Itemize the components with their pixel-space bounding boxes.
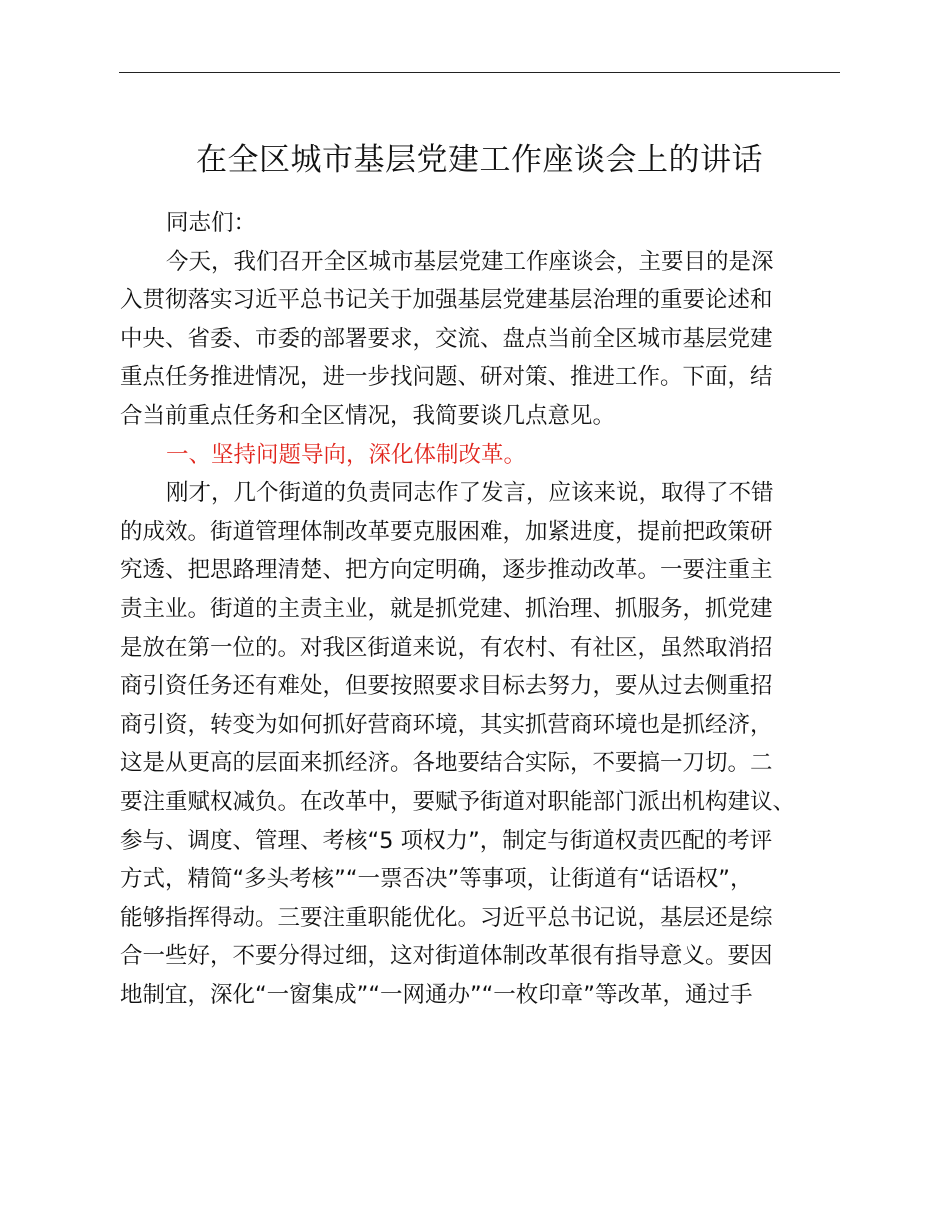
salutation: 同志们：: [166, 210, 257, 236]
section-heading: 一、坚持问题导向，深化体制改革。: [166, 441, 527, 468]
document-title: 在全区城市基层党建工作座谈会上的讲话: [196, 142, 763, 178]
body-line: 的成效。街道管理体制改革要克服困难，加紧进度，提前把政策研: [120, 518, 773, 545]
body-line: 中央、省委、市委的部署要求，交流、盘点当前全区城市基层党建: [120, 325, 773, 352]
body-line: 入贯彻落实习近平总书记关于加强基层党建基层治理的重要论述和: [120, 287, 773, 314]
body-line: 责主业。街道的主责主业，就是抓党建、抓治理、抓服务，抓党建: [120, 595, 773, 622]
body-line: 商引资，转变为如何抓好营商环境，其实抓营商环境也是抓经济，: [120, 711, 773, 738]
body-line: 究透、把思路理清楚、把方向定明确，逐步推动改革。一要注重主: [120, 557, 773, 584]
body-line: 地制宜，深化“一窗集成”“一网通办”“一枚印章”等改革，通过手: [120, 981, 753, 1008]
body-line: 今天，我们召开全区城市基层党建工作座谈会，主要目的是深: [166, 248, 774, 275]
body-line: 重点任务推进情况，进一步找问题、研对策、推进工作。下面，结: [120, 364, 773, 391]
body-line: 商引资任务还有难处，但要按照要求目标去努力，要从过去侧重招: [120, 673, 773, 700]
body-line: 参与、调度、管理、考核“5 项权力”，制定与街道权责匹配的考评: [120, 827, 773, 854]
body-line: 方式，精简“多头考核”“一票否决”等事项，让街道有“话语权”，: [120, 866, 753, 893]
body-line: 这是从更高的层面来抓经济。各地要结合实际，不要搞一刀切。二: [120, 750, 773, 777]
document-body: [120, 204, 840, 1014]
body-line: 是放在第一位的。对我区街道来说，有农村、有社区，虽然取消招: [120, 634, 773, 661]
body-line: 合一些好，不要分得过细，这对街道体制改革很有指导意义。要因: [120, 943, 773, 970]
header-rule: [119, 72, 840, 73]
body-line: 要注重赋权减负。在改革中，要赋予街道对职能部门派出机构建议、: [120, 788, 796, 815]
body-line: 能够指挥得动。三要注重职能优化。习近平总书记说，基层还是综: [120, 904, 773, 931]
body-line: 合当前重点任务和全区情况，我简要谈几点意见。: [120, 402, 616, 429]
body-line: 刚才，几个街道的负责同志作了发言，应该来说，取得了不错: [166, 480, 774, 507]
